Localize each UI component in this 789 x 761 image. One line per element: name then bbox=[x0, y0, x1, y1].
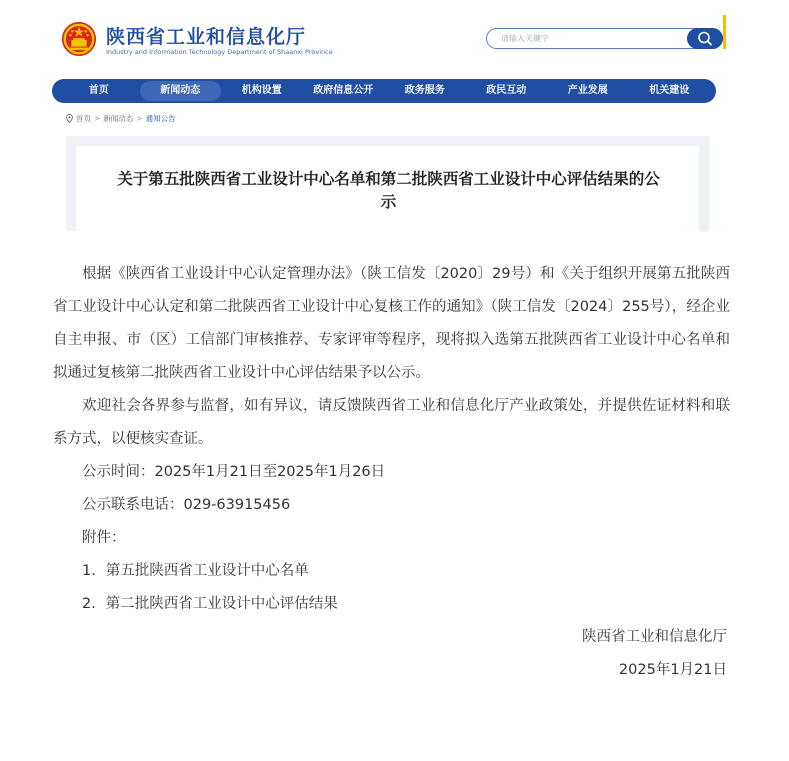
site-subtitle: Industry and Information Technology Department of Shaanxi Province bbox=[106, 48, 333, 56]
attachments-label: 附件： bbox=[82, 530, 126, 546]
national-emblem-icon[interactable] bbox=[60, 20, 98, 58]
attachment-link-1[interactable]: 1．第五批陕西省工业设计中心名单 bbox=[82, 563, 309, 579]
search-button[interactable] bbox=[687, 28, 723, 49]
breadcrumb-news[interactable]: 新闻动态 bbox=[103, 114, 134, 123]
location-pin-icon bbox=[66, 114, 73, 123]
search-box bbox=[486, 28, 723, 49]
site-title[interactable]: 陕西省工业和信息化厅 bbox=[106, 26, 307, 48]
title-card bbox=[66, 136, 709, 231]
contact-phone: 公示联系电话：029-63915456 bbox=[82, 497, 291, 513]
accent-bar bbox=[723, 15, 726, 49]
nav-item-gov-info[interactable]: 政府信息公开 bbox=[313, 85, 374, 96]
title-card-inner bbox=[76, 146, 699, 231]
nav-item-interaction[interactable]: 政民互动 bbox=[486, 85, 527, 96]
breadcrumb bbox=[66, 113, 176, 124]
breadcrumb-home[interactable]: 首页 bbox=[76, 114, 91, 123]
site-header bbox=[0, 0, 789, 76]
article-paragraph: 欢迎社会各界参与监督，如有异议，请反馈陕西省工业和信息化厅产业政策处，并提供佐证材料和联系方式，以便核实查证。 bbox=[53, 398, 730, 447]
attachment-link-2[interactable]: 2．第二批陕西省工业设计中心评估结果 bbox=[82, 596, 338, 612]
nav-item-organization[interactable]: 机构设置 bbox=[241, 85, 282, 96]
article-body bbox=[53, 258, 730, 687]
article-title: 关于第五批陕西省工业设计中心名单和第二批陕西省工业设计中心评估结果的公示 bbox=[117, 170, 660, 211]
signature: 陕西省工业和信息化厅 bbox=[582, 629, 727, 645]
nav-item-news[interactable]: 新闻动态 bbox=[140, 81, 222, 101]
nav-item-agency[interactable]: 机关建设 bbox=[649, 85, 690, 96]
breadcrumb-separator: > bbox=[94, 114, 101, 123]
publish-date: 2025年1月21日 bbox=[618, 662, 727, 678]
main-nav bbox=[52, 79, 716, 103]
nav-item-services[interactable]: 政务服务 bbox=[404, 85, 445, 96]
search-input[interactable] bbox=[501, 31, 681, 46]
notice-period: 公示时间：2025年1月21日至2025年1月26日 bbox=[82, 464, 386, 480]
nav-item-industry[interactable]: 产业发展 bbox=[567, 85, 608, 96]
nav-item-home[interactable]: 首页 bbox=[88, 85, 109, 96]
breadcrumb-separator: > bbox=[136, 114, 143, 123]
breadcrumb-notices[interactable]: 通知公告 bbox=[145, 114, 176, 123]
search-icon bbox=[687, 28, 723, 49]
article-paragraph: 根据《陕西省工业设计中心认定管理办法》（陕工信发〔2020〕29号）和《关于组织开展第五批陕西省工业设计中心认定和第二批陕西省工业设计中心复核工作的通知》（陕工信发〔2024〕255号），经企业自主申报、市（区）工信部门审核推荐、专家评审等程序，现将拟入选第五批陕西省工业设计中心名单和拟通过复核第二批陕西省工业设计中心评估结果予以公示。 bbox=[53, 266, 730, 381]
